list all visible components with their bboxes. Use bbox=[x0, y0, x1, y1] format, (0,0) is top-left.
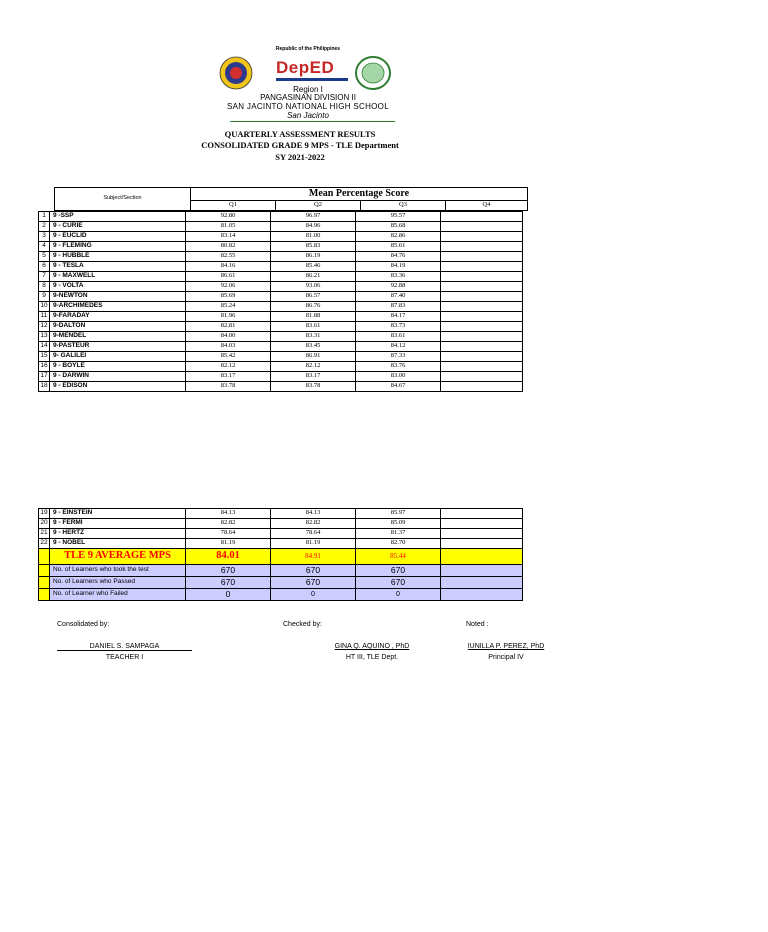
table-row bbox=[39, 372, 523, 382]
school-name: SAN JACINTO NATIONAL HIGH SCHOOL bbox=[227, 102, 389, 111]
consolidated-title: TEACHER I bbox=[105, 654, 144, 661]
learners-passed-q4 bbox=[441, 577, 523, 589]
section-name: 9-NEWTON bbox=[50, 292, 186, 302]
q4-value bbox=[441, 302, 523, 312]
row-number: 6 bbox=[39, 262, 50, 272]
q4-value bbox=[441, 509, 523, 519]
q2-value: 82.82 bbox=[271, 519, 356, 529]
q4-value bbox=[441, 332, 523, 342]
q1-value: 85.69 bbox=[186, 292, 271, 302]
learners-failed-q4 bbox=[441, 589, 523, 601]
section-name: 9 - CURIE bbox=[50, 222, 186, 232]
q2-value: 85.46 bbox=[271, 262, 356, 272]
section-name: 9 - NOBEL bbox=[50, 539, 186, 549]
average-q1: 84.01 bbox=[186, 549, 271, 565]
learners-failed-q3: 0 bbox=[356, 589, 441, 601]
mps-header: Mean Percentage Score bbox=[191, 188, 528, 201]
q4-value bbox=[441, 382, 523, 392]
q1-value: 84.00 bbox=[186, 332, 271, 342]
row-number: 4 bbox=[39, 242, 50, 252]
section-name: 9 - EDISON bbox=[50, 382, 186, 392]
q3-value: 85.97 bbox=[356, 509, 441, 519]
q3-value: 84.12 bbox=[356, 342, 441, 352]
learners-passed-q1: 670 bbox=[186, 577, 271, 589]
q3-value: 87.40 bbox=[356, 292, 441, 302]
section-name: 9 - HERTZ bbox=[50, 529, 186, 539]
row-number: 9 bbox=[39, 292, 50, 302]
q2-value: 81.00 bbox=[271, 232, 356, 242]
q1-value: 92.06 bbox=[186, 282, 271, 292]
q4-value bbox=[441, 242, 523, 252]
q4-value bbox=[441, 222, 523, 232]
region-label: Region I bbox=[293, 85, 323, 94]
q3-value: 83.00 bbox=[356, 372, 441, 382]
section-name: 9-FARADAY bbox=[50, 312, 186, 322]
q2-value: 96.97 bbox=[271, 212, 356, 222]
q2-value: 84.96 bbox=[271, 222, 356, 232]
consolidated-name: DANIEL S. SAMPAGA bbox=[57, 643, 192, 651]
q2-value: 83.61 bbox=[271, 322, 356, 332]
table-row bbox=[39, 322, 523, 332]
row-number: 11 bbox=[39, 312, 50, 322]
q4-value bbox=[441, 322, 523, 332]
section-name: 9-DALTON bbox=[50, 322, 186, 332]
q3-value: 84.76 bbox=[356, 252, 441, 262]
section-name: 9 - VOLTA bbox=[50, 282, 186, 292]
q1-value: 80.82 bbox=[186, 242, 271, 252]
q1-value: 82.12 bbox=[186, 362, 271, 372]
row-number: 20 bbox=[39, 519, 50, 529]
q2-value: 86.57 bbox=[271, 292, 356, 302]
q3-value: 85.09 bbox=[356, 519, 441, 529]
row-number: 3 bbox=[39, 232, 50, 242]
header-divider bbox=[230, 121, 395, 122]
q4-value bbox=[441, 232, 523, 242]
q1-value: 78.64 bbox=[186, 529, 271, 539]
row-number: 21 bbox=[39, 529, 50, 539]
division-label: PANGASINAN DIVISION II bbox=[260, 93, 356, 102]
q2-value: 86.76 bbox=[271, 302, 356, 312]
table-row bbox=[39, 302, 523, 312]
learners-took-q3: 670 bbox=[356, 565, 441, 577]
q2-value: 84.13 bbox=[271, 509, 356, 519]
republic-label: Republic of the Philippines bbox=[275, 46, 341, 52]
section-name: 9 - TESLA bbox=[50, 262, 186, 272]
q3-header: Q3 bbox=[361, 201, 446, 211]
table-row bbox=[39, 509, 523, 519]
row-number: 22 bbox=[39, 539, 50, 549]
q2-value: 85.83 bbox=[271, 242, 356, 252]
q1-value: 84.16 bbox=[186, 262, 271, 272]
row-number: 1 bbox=[39, 212, 50, 222]
row-number: 17 bbox=[39, 372, 50, 382]
row-number: 5 bbox=[39, 252, 50, 262]
noted-title: Principal IV bbox=[488, 654, 524, 661]
row-number: 18 bbox=[39, 382, 50, 392]
q3-value: 87.33 bbox=[356, 352, 441, 362]
row-number: 7 bbox=[39, 272, 50, 282]
q2-value: 83.45 bbox=[271, 342, 356, 352]
q4-value bbox=[441, 529, 523, 539]
q3-value: 83.36 bbox=[356, 272, 441, 282]
q4-value bbox=[441, 372, 523, 382]
q1-value: 82.82 bbox=[186, 519, 271, 529]
q3-value: 83.73 bbox=[356, 322, 441, 332]
learners-failed-row bbox=[39, 589, 523, 601]
q1-value: 85.24 bbox=[186, 302, 271, 312]
q2-value: 78.64 bbox=[271, 529, 356, 539]
row-number: 16 bbox=[39, 362, 50, 372]
q3-value: 83.61 bbox=[356, 332, 441, 342]
row-number: 8 bbox=[39, 282, 50, 292]
learners-passed-row bbox=[39, 577, 523, 589]
learners-took-q1: 670 bbox=[186, 565, 271, 577]
row-number: 14 bbox=[39, 342, 50, 352]
q2-value: 86.19 bbox=[271, 252, 356, 262]
learners-failed-label: No. of Learner who Failed bbox=[50, 589, 186, 601]
row-number: 13 bbox=[39, 332, 50, 342]
q1-value: 81.05 bbox=[186, 222, 271, 232]
table-row bbox=[39, 529, 523, 539]
q2-value: 81.88 bbox=[271, 312, 356, 322]
average-q4 bbox=[441, 549, 523, 565]
learners-took-q2: 670 bbox=[271, 565, 356, 577]
q1-value: 81.96 bbox=[186, 312, 271, 322]
q2-value: 86.91 bbox=[271, 352, 356, 362]
town-label: San Jacinto bbox=[287, 111, 329, 120]
q1-value: 83.14 bbox=[186, 232, 271, 242]
table-row bbox=[39, 262, 523, 272]
q1-value: 81.19 bbox=[186, 539, 271, 549]
table-row bbox=[39, 242, 523, 252]
q1-value: 83.78 bbox=[186, 382, 271, 392]
mps-table-top bbox=[38, 211, 523, 392]
table-row bbox=[39, 332, 523, 342]
section-name: 9 - BOYLE bbox=[50, 362, 186, 372]
q3-value: 85.68 bbox=[356, 222, 441, 232]
q4-value bbox=[441, 312, 523, 322]
section-name: 9 -SSP bbox=[50, 212, 186, 222]
q1-header: Q1 bbox=[191, 201, 276, 211]
learners-took-q4 bbox=[441, 565, 523, 577]
q4-value bbox=[441, 272, 523, 282]
section-name: 9-MENDEL bbox=[50, 332, 186, 342]
noted-name: IUNILLA P. PEREZ, PhD bbox=[467, 643, 545, 650]
average-q2: 84.91 bbox=[271, 549, 356, 565]
q4-value bbox=[441, 362, 523, 372]
q2-header: Q2 bbox=[276, 201, 361, 211]
table-row bbox=[39, 382, 523, 392]
table-row bbox=[39, 282, 523, 292]
q3-value: 82.70 bbox=[356, 539, 441, 549]
q3-value: 82.86 bbox=[356, 232, 441, 242]
learners-failed-q1: 0 bbox=[186, 589, 271, 601]
q3-value: 85.61 bbox=[356, 242, 441, 252]
q4-value bbox=[441, 342, 523, 352]
q1-value: 82.81 bbox=[186, 322, 271, 332]
table-row bbox=[39, 232, 523, 242]
section-name: 9-ARCHIMEDES bbox=[50, 302, 186, 312]
learners-failed-q2: 0 bbox=[271, 589, 356, 601]
q2-value: 81.19 bbox=[271, 539, 356, 549]
deped-logo: DepED bbox=[276, 58, 376, 82]
learners-passed-q2: 670 bbox=[271, 577, 356, 589]
table-row bbox=[39, 272, 523, 282]
table-row bbox=[39, 252, 523, 262]
learners-passed-label: No. of Learners who Passed bbox=[50, 577, 186, 589]
table-row bbox=[39, 342, 523, 352]
q2-value: 82.12 bbox=[271, 362, 356, 372]
average-label: TLE 9 AVERAGE MPS bbox=[50, 549, 186, 565]
row-number: 2 bbox=[39, 222, 50, 232]
section-name: 9 - DARWIN bbox=[50, 372, 186, 382]
checked-title: HT III, TLE Dept. bbox=[345, 654, 399, 661]
noted-label: Noted : bbox=[466, 621, 489, 628]
mps-table-header bbox=[38, 187, 528, 211]
row-number: 10 bbox=[39, 302, 50, 312]
checked-name: GINA Q. AQUINO , PhD bbox=[334, 643, 410, 650]
q3-value: 84.17 bbox=[356, 312, 441, 322]
q4-value bbox=[441, 292, 523, 302]
table-row bbox=[39, 312, 523, 322]
q4-value bbox=[441, 212, 523, 222]
q3-value: 84.67 bbox=[356, 382, 441, 392]
learners-passed-q3: 670 bbox=[356, 577, 441, 589]
table-row bbox=[39, 212, 523, 222]
q4-value bbox=[441, 352, 523, 362]
q3-value: 87.83 bbox=[356, 302, 441, 312]
section-name: 9 - FLEMING bbox=[50, 242, 186, 252]
section-name: 9 - EINSTEIN bbox=[50, 509, 186, 519]
table-row bbox=[39, 222, 523, 232]
mps-table-bottom bbox=[38, 508, 523, 601]
q4-value bbox=[441, 252, 523, 262]
section-name: 9- GALILEI bbox=[50, 352, 186, 362]
q1-value: 82.55 bbox=[186, 252, 271, 262]
school-year: SY 2021-2022 bbox=[275, 152, 325, 162]
q3-value: 83.76 bbox=[356, 362, 441, 372]
row-number: 15 bbox=[39, 352, 50, 362]
table-row bbox=[39, 519, 523, 529]
section-name: 9 - EUCLID bbox=[50, 232, 186, 242]
q4-header: Q4 bbox=[446, 201, 528, 211]
section-name: 9 - FERMI bbox=[50, 519, 186, 529]
average-q3: 85.44 bbox=[356, 549, 441, 565]
q2-value: 83.17 bbox=[271, 372, 356, 382]
table-row bbox=[39, 352, 523, 362]
learners-took-row bbox=[39, 565, 523, 577]
q1-value: 83.17 bbox=[186, 372, 271, 382]
row-number: 19 bbox=[39, 509, 50, 519]
q1-value: 92.80 bbox=[186, 212, 271, 222]
q2-value: 86.21 bbox=[271, 272, 356, 282]
table-row bbox=[39, 292, 523, 302]
section-name: 9 - HUBBLE bbox=[50, 252, 186, 262]
q3-value: 81.37 bbox=[356, 529, 441, 539]
row-number: 12 bbox=[39, 322, 50, 332]
q4-value bbox=[441, 539, 523, 549]
learners-took-label: No. of Learners who took the test bbox=[50, 565, 186, 577]
q4-value bbox=[441, 262, 523, 272]
q1-value: 84.03 bbox=[186, 342, 271, 352]
report-subtitle: CONSOLIDATED GRADE 9 MPS - TLE Department bbox=[201, 140, 399, 150]
q3-value: 92.88 bbox=[356, 282, 441, 292]
section-name: 9 - MAXWELL bbox=[50, 272, 186, 282]
table-row bbox=[39, 362, 523, 372]
checked-label: Checked by: bbox=[283, 621, 322, 628]
consolidated-label: Consolidated by: bbox=[57, 621, 110, 628]
q3-value: 95.57 bbox=[356, 212, 441, 222]
report-title: QUARTERLY ASSESSMENT RESULTS bbox=[224, 129, 376, 139]
subject-section-header: Subject/Section bbox=[55, 188, 191, 211]
average-row bbox=[39, 549, 523, 565]
table-row bbox=[39, 539, 523, 549]
q2-value: 93.06 bbox=[271, 282, 356, 292]
q3-value: 84.19 bbox=[356, 262, 441, 272]
q4-value bbox=[441, 519, 523, 529]
q1-value: 86.61 bbox=[186, 272, 271, 282]
section-name: 9-PASTEUR bbox=[50, 342, 186, 352]
q2-value: 83.31 bbox=[271, 332, 356, 342]
q2-value: 83.78 bbox=[271, 382, 356, 392]
q1-value: 84.13 bbox=[186, 509, 271, 519]
q1-value: 85.42 bbox=[186, 352, 271, 362]
q4-value bbox=[441, 282, 523, 292]
